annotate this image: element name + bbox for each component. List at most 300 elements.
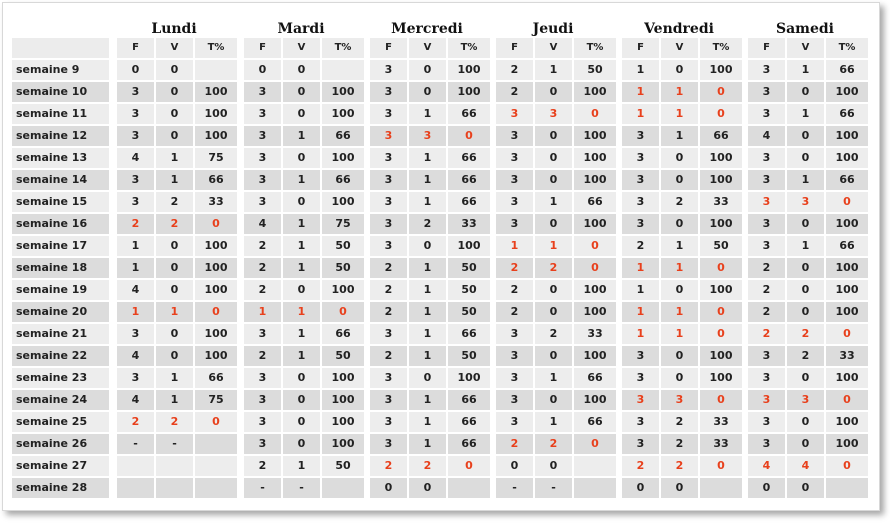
table-cell: 0: [117, 60, 154, 80]
table-cell: 66: [826, 104, 868, 124]
table-cell: [574, 478, 616, 498]
table-cell: 1: [535, 236, 572, 256]
column-header-f: F: [244, 38, 281, 58]
table-cell: 100: [195, 126, 237, 146]
table-cell: 0: [448, 456, 490, 476]
table-cell: 2: [244, 236, 281, 256]
table-cell: 100: [448, 82, 490, 102]
table-cell: 100: [574, 346, 616, 366]
table-cell: 0: [283, 368, 320, 388]
table-cell: 3: [244, 192, 281, 212]
table-cell: 1: [622, 258, 659, 278]
table-cell: 3: [244, 148, 281, 168]
column-header-f: F: [117, 38, 154, 58]
table-cell: 3: [370, 170, 407, 190]
table-cell: 1: [409, 412, 446, 432]
table-cell: 4: [748, 456, 785, 476]
table-cell: 1: [409, 434, 446, 454]
table-cell: 1: [409, 346, 446, 366]
table-cell: 1: [409, 148, 446, 168]
table-cell: 66: [574, 412, 616, 432]
table-cell: 66: [574, 368, 616, 388]
table-cell: 1: [409, 280, 446, 300]
week-label: semaine 24: [12, 390, 109, 410]
table-cell: 0: [826, 456, 868, 476]
table-cell: 3: [748, 82, 785, 102]
table-cell: 1: [622, 302, 659, 322]
table-cell: 3: [496, 324, 533, 344]
table-cell: 100: [826, 368, 868, 388]
table-cell: 0: [661, 478, 698, 498]
table-cell: 4: [244, 214, 281, 234]
table-cell: 66: [322, 170, 364, 190]
table-cell: 1: [661, 104, 698, 124]
table-cell: 66: [448, 434, 490, 454]
table-cell: 1: [661, 236, 698, 256]
table-cell: 1: [409, 324, 446, 344]
table-cell: 3: [496, 346, 533, 366]
table-cell: 1: [156, 390, 193, 410]
table-cell: 66: [322, 126, 364, 146]
table-cell: 0: [496, 456, 533, 476]
table-cell: 66: [448, 170, 490, 190]
table-cell: 3: [117, 192, 154, 212]
table-cell: 1: [117, 236, 154, 256]
table-cell: 3: [409, 126, 446, 146]
column-header-v: V: [535, 38, 572, 58]
table-cell: 1: [409, 258, 446, 278]
table-cell: 3: [244, 170, 281, 190]
table-cell: 0: [283, 192, 320, 212]
table-cell: 100: [574, 170, 616, 190]
table-cell: 4: [748, 126, 785, 146]
column-header-f: F: [748, 38, 785, 58]
table-cell: 1: [622, 324, 659, 344]
day-header-mardi: Mardi: [277, 21, 325, 37]
table-cell: 50: [448, 280, 490, 300]
week-label: semaine 19: [12, 280, 109, 300]
table-cell: 0: [661, 170, 698, 190]
table-cell: 0: [700, 302, 742, 322]
table-cell: 2: [661, 456, 698, 476]
week-label: semaine 17: [12, 236, 109, 256]
week-label: semaine 28: [12, 478, 109, 498]
table-cell: 1: [409, 302, 446, 322]
table-cell: 4: [787, 456, 824, 476]
table-cell: 75: [322, 214, 364, 234]
table-cell: 100: [322, 82, 364, 102]
column-header-v: V: [283, 38, 320, 58]
table-cell: 0: [195, 214, 237, 234]
table-cell: 3: [748, 236, 785, 256]
column-header-t-percent: T%: [322, 38, 364, 58]
table-cell: 1: [117, 258, 154, 278]
table-cell: 3: [370, 60, 407, 80]
table-cell: 100: [322, 280, 364, 300]
table-cell: 1: [283, 236, 320, 256]
table-cell: 2: [787, 346, 824, 366]
table-cell: 3: [244, 104, 281, 124]
table-cell: 0: [787, 148, 824, 168]
table-cell: 3: [117, 324, 154, 344]
table-cell: [195, 434, 237, 454]
table-cell: 100: [322, 192, 364, 212]
table-cell: 2: [496, 302, 533, 322]
table-cell: 1: [496, 236, 533, 256]
table-cell: 66: [826, 170, 868, 190]
table-cell: 1: [622, 60, 659, 80]
week-label: semaine 26: [12, 434, 109, 454]
table-cell: 1: [535, 368, 572, 388]
table-cell: 0: [787, 434, 824, 454]
table-cell: 100: [700, 368, 742, 388]
table-cell: -: [535, 478, 572, 498]
table-cell: 3: [622, 214, 659, 234]
table-cell: 100: [574, 126, 616, 146]
table-cell: 1: [622, 280, 659, 300]
column-header-t-percent: T%: [826, 38, 868, 58]
day-header-lundi: Lundi: [151, 21, 197, 37]
table-cell: 2: [370, 258, 407, 278]
table-cell: 2: [370, 346, 407, 366]
column-header-f: F: [370, 38, 407, 58]
table-cell: 4: [117, 390, 154, 410]
table-cell: 33: [700, 192, 742, 212]
table-cell: 50: [448, 258, 490, 278]
table-cell: 0: [535, 82, 572, 102]
table-cell: [117, 478, 154, 498]
table-cell: [322, 478, 364, 498]
table-cell: -: [117, 434, 154, 454]
table-cell: 2: [156, 214, 193, 234]
week-label: semaine 20: [12, 302, 109, 322]
table-cell: 1: [409, 192, 446, 212]
table-cell: 3: [370, 104, 407, 124]
table-cell: [195, 60, 237, 80]
table-cell: 100: [322, 104, 364, 124]
table-cell: 75: [195, 390, 237, 410]
table-cell: 2: [496, 434, 533, 454]
table-cell: 3: [370, 434, 407, 454]
table-cell: 2: [244, 280, 281, 300]
table-cell: 2: [535, 258, 572, 278]
table-cell: 3: [622, 412, 659, 432]
table-cell: 100: [195, 280, 237, 300]
table-cell: 3: [622, 126, 659, 146]
table-cell: -: [283, 478, 320, 498]
table-cell: 3: [661, 390, 698, 410]
table-cell: 3: [622, 368, 659, 388]
table-cell: 0: [156, 60, 193, 80]
table-cell: 3: [496, 192, 533, 212]
day-header-jeudi: Jeudi: [532, 21, 574, 37]
table-cell: 3: [370, 368, 407, 388]
table-cell: 3: [535, 104, 572, 124]
table-cell: 0: [409, 236, 446, 256]
week-label: semaine 13: [12, 148, 109, 168]
table-cell: 0: [787, 478, 824, 498]
table-cell: 100: [700, 170, 742, 190]
table-cell: 2: [409, 456, 446, 476]
table-cell: 33: [195, 192, 237, 212]
week-label: semaine 11: [12, 104, 109, 124]
table-cell: 100: [826, 412, 868, 432]
table-cell: 0: [156, 346, 193, 366]
week-label: semaine 14: [12, 170, 109, 190]
table-cell: 1: [787, 236, 824, 256]
table-cell: 0: [787, 368, 824, 388]
table-cell: 1: [283, 346, 320, 366]
table-cell: 3: [117, 170, 154, 190]
week-label: semaine 25: [12, 412, 109, 432]
table-cell: 3: [370, 236, 407, 256]
table-cell: 2: [244, 456, 281, 476]
table-cell: 1: [622, 82, 659, 102]
table-cell: 0: [787, 214, 824, 234]
table-cell: 100: [700, 280, 742, 300]
table-cell: 1: [283, 456, 320, 476]
table-cell: 66: [322, 324, 364, 344]
week-label: semaine 12: [12, 126, 109, 146]
table-cell: [448, 478, 490, 498]
table-cell: 1: [283, 324, 320, 344]
table-cell: 33: [574, 324, 616, 344]
table-cell: 66: [448, 412, 490, 432]
table-cell: 0: [826, 324, 868, 344]
table-cell: 2: [661, 434, 698, 454]
table-cell: 50: [700, 236, 742, 256]
table-cell: 1: [283, 126, 320, 146]
column-header-v: V: [787, 38, 824, 58]
table-cell: 0: [409, 478, 446, 498]
table-cell: 3: [622, 170, 659, 190]
column-header-t-percent: T%: [700, 38, 742, 58]
table-cell: 0: [574, 258, 616, 278]
table-cell: 0: [156, 104, 193, 124]
table-cell: 4: [117, 280, 154, 300]
table-cell: 100: [574, 280, 616, 300]
table-cell: 3: [748, 412, 785, 432]
table-cell: 33: [448, 214, 490, 234]
week-label: semaine 21: [12, 324, 109, 344]
table-cell: 1: [661, 302, 698, 322]
table-cell: 50: [322, 258, 364, 278]
table-cell: 3: [748, 192, 785, 212]
table-cell: 100: [195, 258, 237, 278]
table-cell: 0: [370, 478, 407, 498]
week-label: semaine 27: [12, 456, 109, 476]
table-cell: 2: [748, 280, 785, 300]
table-cell: 3: [244, 390, 281, 410]
week-label: semaine 23: [12, 368, 109, 388]
table-cell: 2: [117, 214, 154, 234]
week-label: semaine 15: [12, 192, 109, 212]
table-cell: 0: [283, 434, 320, 454]
table-cell: 0: [535, 148, 572, 168]
table-cell: 0: [622, 478, 659, 498]
table-cell: 0: [535, 346, 572, 366]
table-cell: 0: [535, 280, 572, 300]
table-cell: 2: [748, 324, 785, 344]
table-cell: 50: [574, 60, 616, 80]
table-cell: 0: [787, 412, 824, 432]
table-cell: 3: [244, 368, 281, 388]
table-cell: -: [156, 434, 193, 454]
table-cell: [826, 478, 868, 498]
table-cell: 3: [370, 412, 407, 432]
table-cell: 0: [787, 126, 824, 146]
table-cell: 1: [283, 170, 320, 190]
table-cell: 0: [661, 148, 698, 168]
table-cell: 100: [195, 236, 237, 256]
table-cell: 3: [117, 126, 154, 146]
table-cell: 2: [496, 280, 533, 300]
table-cell: 2: [622, 456, 659, 476]
table-cell: 2: [535, 434, 572, 454]
table-cell: 100: [574, 390, 616, 410]
table-cell: 4: [117, 148, 154, 168]
table-cell: [700, 478, 742, 498]
table-cell: 0: [661, 60, 698, 80]
table-cell: 75: [195, 148, 237, 168]
table-cell: 3: [244, 412, 281, 432]
table-cell: 33: [700, 434, 742, 454]
table-cell: 100: [574, 82, 616, 102]
table-cell: 100: [195, 346, 237, 366]
table-cell: 1: [156, 368, 193, 388]
table-cell: 0: [700, 456, 742, 476]
table-cell: 3: [496, 214, 533, 234]
table-cell: 100: [448, 368, 490, 388]
table-cell: 3: [748, 214, 785, 234]
table-cell: 0: [535, 302, 572, 322]
table-cell: 3: [370, 324, 407, 344]
table-cell: 2: [496, 82, 533, 102]
table-cell: 0: [156, 258, 193, 278]
table-cell: 66: [448, 192, 490, 212]
header-corner: [12, 38, 109, 58]
table-cell: 100: [700, 346, 742, 366]
table-cell: 0: [409, 60, 446, 80]
table-cell: 2: [370, 456, 407, 476]
table-cell: 3: [787, 390, 824, 410]
table-cell: 0: [156, 126, 193, 146]
table-cell: 2: [535, 324, 572, 344]
table-cell: 100: [322, 434, 364, 454]
table-cell: 2: [661, 412, 698, 432]
table-cell: 100: [322, 148, 364, 168]
table-cell: 0: [787, 258, 824, 278]
table-cell: 0: [661, 280, 698, 300]
table-cell: 1: [661, 82, 698, 102]
table-cell: 2: [244, 258, 281, 278]
table-cell: 3: [748, 60, 785, 80]
table-cell: 0: [574, 434, 616, 454]
table-cell: 0: [322, 302, 364, 322]
table-cell: 2: [156, 412, 193, 432]
table-cell: 3: [748, 104, 785, 124]
table-cell: 1: [661, 324, 698, 344]
table-cell: 100: [322, 368, 364, 388]
table-cell: 66: [826, 236, 868, 256]
table-cell: 0: [535, 456, 572, 476]
table-cell: 0: [826, 390, 868, 410]
table-cell: 100: [322, 390, 364, 410]
table-cell: 0: [283, 60, 320, 80]
table-cell: 66: [700, 126, 742, 146]
table-cell: 3: [496, 104, 533, 124]
table-cell: 0: [826, 192, 868, 212]
table-cell: 1: [156, 170, 193, 190]
table-cell: 100: [195, 104, 237, 124]
table-cell: 100: [826, 434, 868, 454]
week-label: semaine 9: [12, 60, 109, 80]
column-header-v: V: [661, 38, 698, 58]
table-cell: 0: [409, 82, 446, 102]
table-cell: 2: [370, 280, 407, 300]
table-cell: 3: [370, 82, 407, 102]
table-cell: 0: [700, 390, 742, 410]
table-cell: 2: [748, 302, 785, 322]
table-cell: 1: [661, 258, 698, 278]
table-cell: 3: [496, 170, 533, 190]
table-cell: 66: [574, 192, 616, 212]
table-cell: 3: [622, 434, 659, 454]
table-cell: 0: [787, 302, 824, 322]
table-cell: 0: [700, 258, 742, 278]
table-cell: 1: [283, 302, 320, 322]
table-cell: 66: [448, 148, 490, 168]
table-cell: -: [244, 478, 281, 498]
column-header-v: V: [409, 38, 446, 58]
table-cell: 2: [370, 302, 407, 322]
column-header-f: F: [622, 38, 659, 58]
table-cell: 3: [496, 148, 533, 168]
table-cell: 33: [826, 346, 868, 366]
table-cell: 33: [700, 412, 742, 432]
day-header-mercredi: Mercredi: [391, 21, 463, 37]
table-cell: 100: [700, 60, 742, 80]
table-cell: 3: [748, 170, 785, 190]
table-cell: 1: [283, 258, 320, 278]
table-cell: 2: [787, 324, 824, 344]
table-cell: 3: [117, 82, 154, 102]
table-cell: 3: [496, 390, 533, 410]
table-cell: 0: [661, 346, 698, 366]
table-cell: 3: [496, 412, 533, 432]
week-label: semaine 10: [12, 82, 109, 102]
table-cell: 0: [283, 148, 320, 168]
table-cell: 1: [156, 148, 193, 168]
table-cell: 2: [117, 412, 154, 432]
table-cell: 3: [748, 434, 785, 454]
table-cell: 0: [574, 104, 616, 124]
table-cell: 0: [283, 104, 320, 124]
table-cell: 100: [322, 412, 364, 432]
table-cell: 3: [622, 346, 659, 366]
table-cell: 0: [195, 302, 237, 322]
table-cell: 100: [574, 148, 616, 168]
table-cell: 100: [700, 214, 742, 234]
table-cell: 3: [622, 390, 659, 410]
table-cell: 66: [195, 368, 237, 388]
table-cell: 3: [787, 192, 824, 212]
table-cell: 3: [370, 192, 407, 212]
table-cell: 0: [700, 324, 742, 344]
table-cell: 0: [661, 368, 698, 388]
week-label: semaine 18: [12, 258, 109, 278]
table-cell: 100: [826, 126, 868, 146]
